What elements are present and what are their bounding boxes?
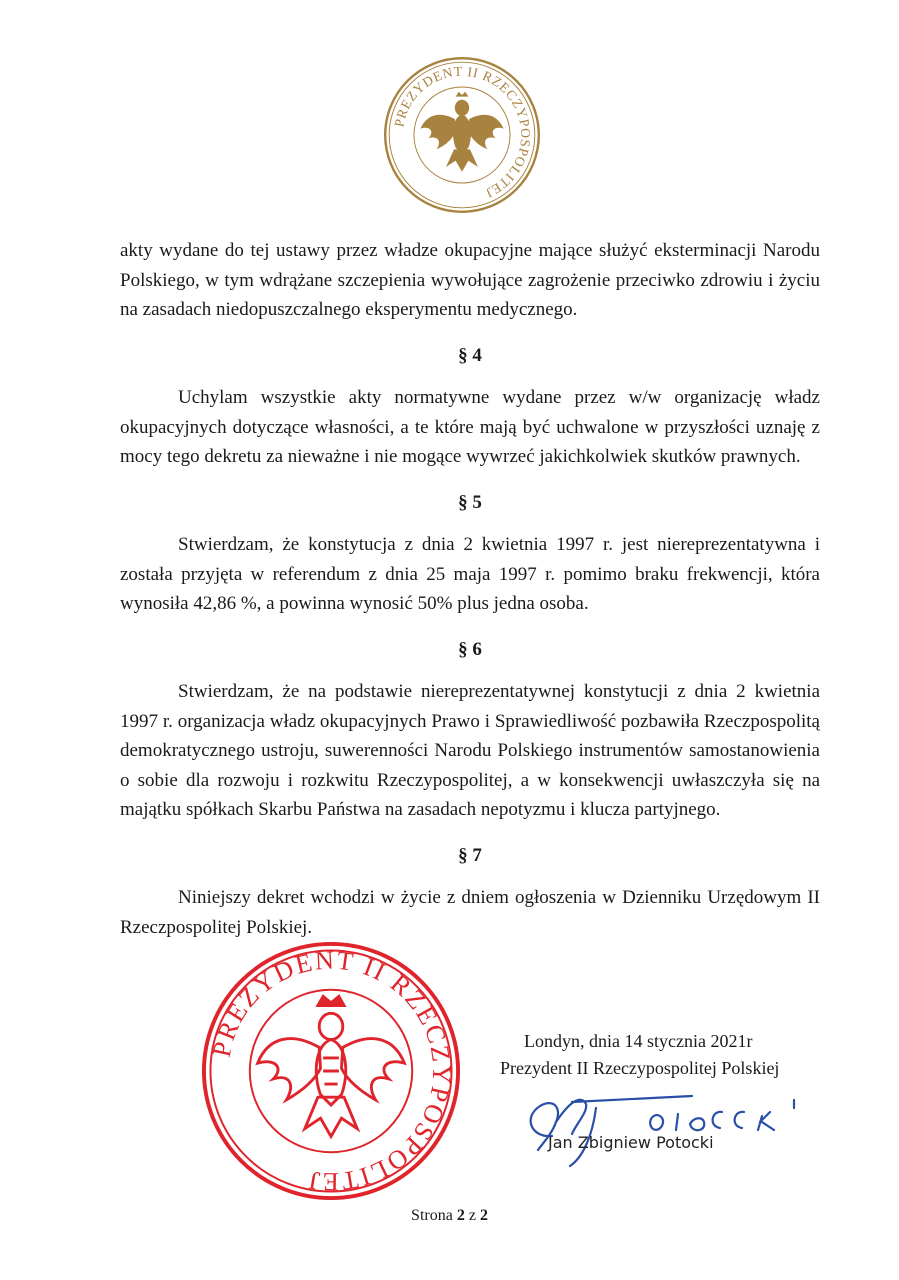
eagle-emblem-icon	[258, 996, 405, 1136]
place-and-date: Londyn, dnia 14 stycznia 2021r	[524, 1031, 753, 1051]
section-6-text: Stwierdzam, że na podstawie niereprezentatywnej konstytucji z dnia 2 kwietnia 1997 r. organizacja władz okupacyjnych Prawo i Sprawiedliwość pozbawiła Rzeczpospolitą demokratycznego ustroju, suwerenności Narodu Polskiego instrumentów samostanowienia o sobie dla rozwoju i rozkwitu Rzeczypospolitej, a w konsekwencji uwłaszczyła się na majątku spółkach Skarbu Państwa na zasadach nepotyzmu i klucza partyjnego.	[120, 681, 820, 820]
section-6-heading: § 6	[458, 638, 482, 660]
signer-name: Jan Zbigniew Potocki	[548, 1133, 714, 1152]
section-5-heading: § 5	[458, 491, 482, 513]
intro-paragraph: akty wydane do tej ustawy przez władze okupacyjne mające służyć eksterminacji Narodu Polskiego, w tym wdrążane szczepienia wywołujące zagrożenie przeciwko zdrowiu i życiu na zasadach niedopuszczalnego eksperymentu medycznego.	[120, 240, 820, 320]
page-footer	[0, 1207, 899, 1225]
presidential-seal-gold	[382, 55, 542, 215]
handwritten-signature	[512, 1078, 842, 1168]
section-4-heading: § 4	[458, 344, 482, 366]
total-page-number: 2	[479, 1207, 488, 1224]
signature-block	[500, 1028, 820, 1082]
presidential-seal-red	[200, 940, 462, 1202]
signer-title: Prezydent II Rzeczypospolitej Polskiej	[500, 1058, 780, 1078]
footer-prefix: Strona	[411, 1207, 453, 1224]
section-7-text: Niniejszy dekret wchodzi w życie z dniem ogłoszenia w Dzienniku Urzędowym II Rzeczpospolitej Polskiej.	[120, 887, 820, 938]
footer-separator: z	[468, 1207, 476, 1224]
current-page-number: 2	[456, 1207, 465, 1224]
section-4-text: Uchylam wszystkie akty normatywne wydane przez w/w organizację władz okupacyjnych dotyczące własności, a te które mają być uchwalone w przyszłości uznaję z mocy tego dekretu za nieważne i nie mogące wywrzeć jakichkolwiek skutków prawnych.	[120, 387, 820, 467]
section-7-heading: § 7	[458, 844, 482, 866]
svg-text:PREZYDENT II RZECZYPOSPOLITEJ: PREZYDENT II RZECZYPOSPOLITEJ	[391, 63, 534, 201]
svg-text:PREZYDENT II RZECZYPOSPOLITEJ: PREZYDENT II RZECZYPOSPOLITEJ	[206, 945, 457, 1197]
eagle-emblem-icon	[420, 92, 503, 172]
decree-body	[120, 236, 820, 942]
section-5-text: Stwierdzam, że konstytucja z dnia 2 kwietnia 1997 r. jest niereprezentatywna i została przyjęta w referendum z dnia 25 maja 1997 r. pomimo braku frekwencji, która wynosiła 42,86 %, a powinna wynosić 50% plus jedna osoba.	[120, 534, 820, 614]
